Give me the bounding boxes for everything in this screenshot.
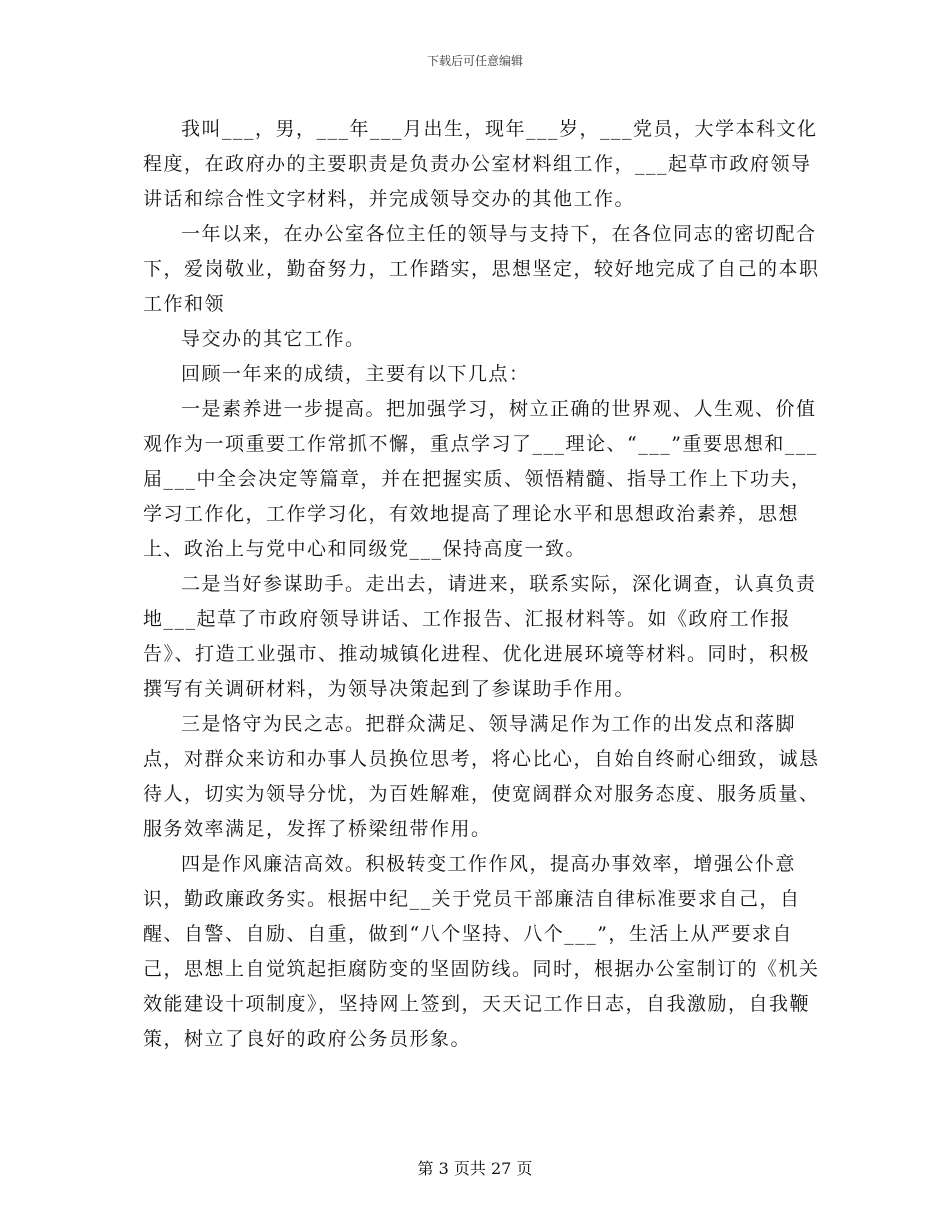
- paragraph-review-heading: 回顾一年来的成绩，主要有以下几点：: [181, 363, 530, 385]
- document-body: [143, 112, 823, 1057]
- paragraph-intro: 我叫___，男，___年___月出生，现年___岁，___党员，大学本科文化程度，在政府办的主要职责是负责办公室材料组工作，___起草市政府领导讲话和综合性文字材料，并完成领导交办的其他工作。: [143, 118, 818, 210]
- paragraph-year-summary: 一年以来，在办公室各位主任的领导与支持下，在各位同志的密切配合下，爱岗敬业，勤奋努力，工作踏实，思想坚定，较好地完成了自己的本职工作和领: [143, 223, 820, 315]
- paragraph-point-four: 四是作风廉洁高效。积极转变工作作风，提高办事效率，增强公仆意识，勤政廉政务实。根据中纪__关于党员干部廉洁自律标准要求自己，自醒、自警、自励、自重，做到“八个坚持、八个___”，生活上从严要求自己，思想上自觉筑起拒腐防变的坚固防线。同时，根据办公室制订的《机关效能建设十项制度》，坚持网上签到，天天记工作日志，自我激励，自我鞭策，树立了良好的政府公务员形象。: [143, 853, 820, 1050]
- paragraph-point-one: 一是素养进一步提高。把加强学习，树立正确的世界观、人生观、价值观作为一项重要工作常抓不懈，重点学习了___理论、“___”重要思想和___届___中全会决定等篇章，并在把握实质、领悟精髓、指导工作上下功夫，学习工作化，工作学习化，有效地提高了理论水平和思想政治素养，思想上、政治上与党中心和同级党___保持高度一致。: [143, 398, 818, 560]
- paragraph-year-summary-cont: 导交办的其它工作。: [181, 328, 366, 350]
- page-footer: 第 3 页共 27 页: [417, 1159, 533, 1178]
- page-header: 下载后可任意编辑: [426, 54, 523, 68]
- paragraph-point-two: 二是当好参谋助手。走出去，请进来，联系实际，深化调查，认真负责地___起草了市政府领导讲话、工作报告、汇报材料等。如《政府工作报告》、打造工业强市、推动城镇化进程、优化进展环境等材料。同时，积极撰写有关调研材料，为领导决策起到了参谋助手作用。: [143, 573, 817, 700]
- paragraph-point-three: 三是恪守为民之志。把群众满足、领导满足作为工作的出发点和落脚点，对群众来访和办事人员换位思考，将心比心，自始自终耐心细致，诚恳待人，切实为领导分忧，为百姓解难，使宽阔群众对服务态度、服务质量、服务效率满足，发挥了桥梁纽带作用。: [143, 713, 820, 840]
